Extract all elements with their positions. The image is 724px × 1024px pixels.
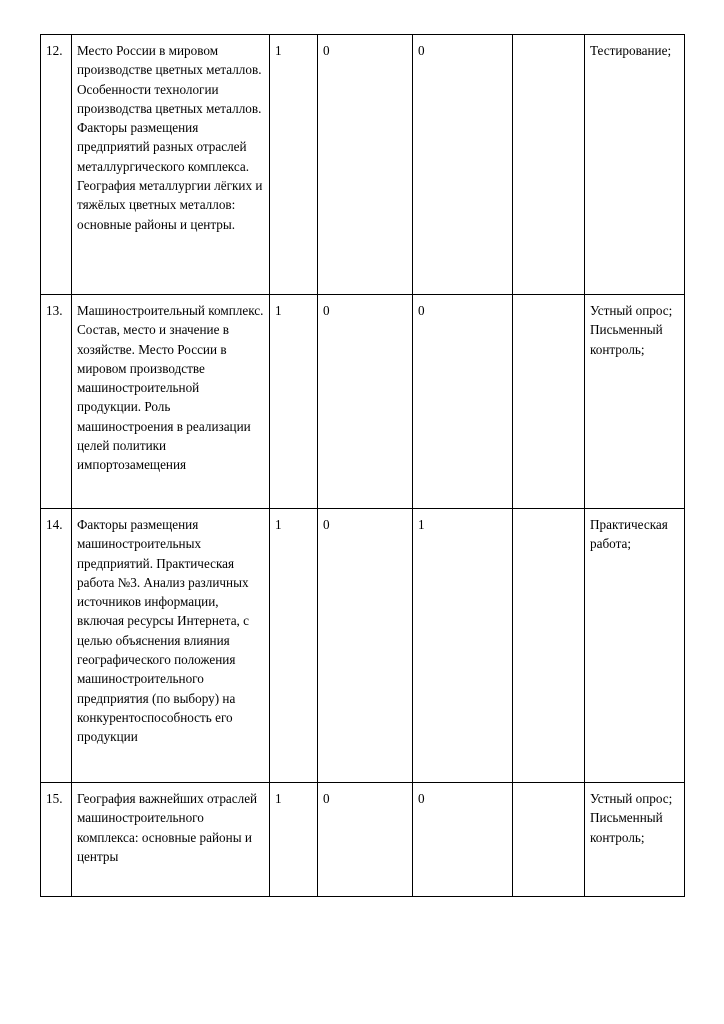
lesson-plan-table	[40, 34, 685, 897]
study-date	[513, 783, 585, 897]
total-hours: 1	[270, 35, 318, 295]
practical-hours: 0	[413, 295, 513, 509]
control-form: Тестирование;	[585, 35, 685, 295]
lesson-topic: Место России в мировом производстве цветных металлов. Особенности технологии производства цветных металлов. Факторы размещения предприятий разных отраслей металлургического комплекса. География металлургии лёгких и тяжёлых цветных металлов: основные районы и центры.	[72, 35, 270, 295]
total-hours: 1	[270, 295, 318, 509]
control-form: Устный опрос; Письменный контроль;	[585, 783, 685, 897]
lesson-number: 12.	[41, 35, 72, 295]
study-date	[513, 35, 585, 295]
control-form: Устный опрос; Письменный контроль;	[585, 295, 685, 509]
lesson-topic: География важнейших отраслей машиностроительного комплекса: основные районы и центры	[72, 783, 270, 897]
total-hours: 1	[270, 509, 318, 783]
study-date	[513, 509, 585, 783]
practical-hours: 0	[413, 783, 513, 897]
total-hours: 1	[270, 783, 318, 897]
lesson-number: 15.	[41, 783, 72, 897]
lesson-topic: Машиностроительный комплекс. Состав, место и значение в хозяйстве. Место России в мировом производстве машиностроительной продукции. Роль машиностроения в реализации целей политики импортозамещения	[72, 295, 270, 509]
table-row	[41, 295, 685, 509]
control-hours: 0	[318, 509, 413, 783]
table-row	[41, 509, 685, 783]
study-date	[513, 295, 585, 509]
practical-hours: 1	[413, 509, 513, 783]
lesson-number: 14.	[41, 509, 72, 783]
control-form: Практическая работа;	[585, 509, 685, 783]
lesson-number: 13.	[41, 295, 72, 509]
lesson-topic: Факторы размещения машиностроительных предприятий. Практическая работа №3. Анализ различных источников информации, включая ресурсы Интернета, с целью объяснения влияния географического положения машиностроительного предприятия (по выбору) на конкурентоспособность его продукции	[72, 509, 270, 783]
table-row	[41, 783, 685, 897]
practical-hours: 0	[413, 35, 513, 295]
control-hours: 0	[318, 783, 413, 897]
table-row	[41, 35, 685, 295]
control-hours: 0	[318, 295, 413, 509]
control-hours: 0	[318, 35, 413, 295]
